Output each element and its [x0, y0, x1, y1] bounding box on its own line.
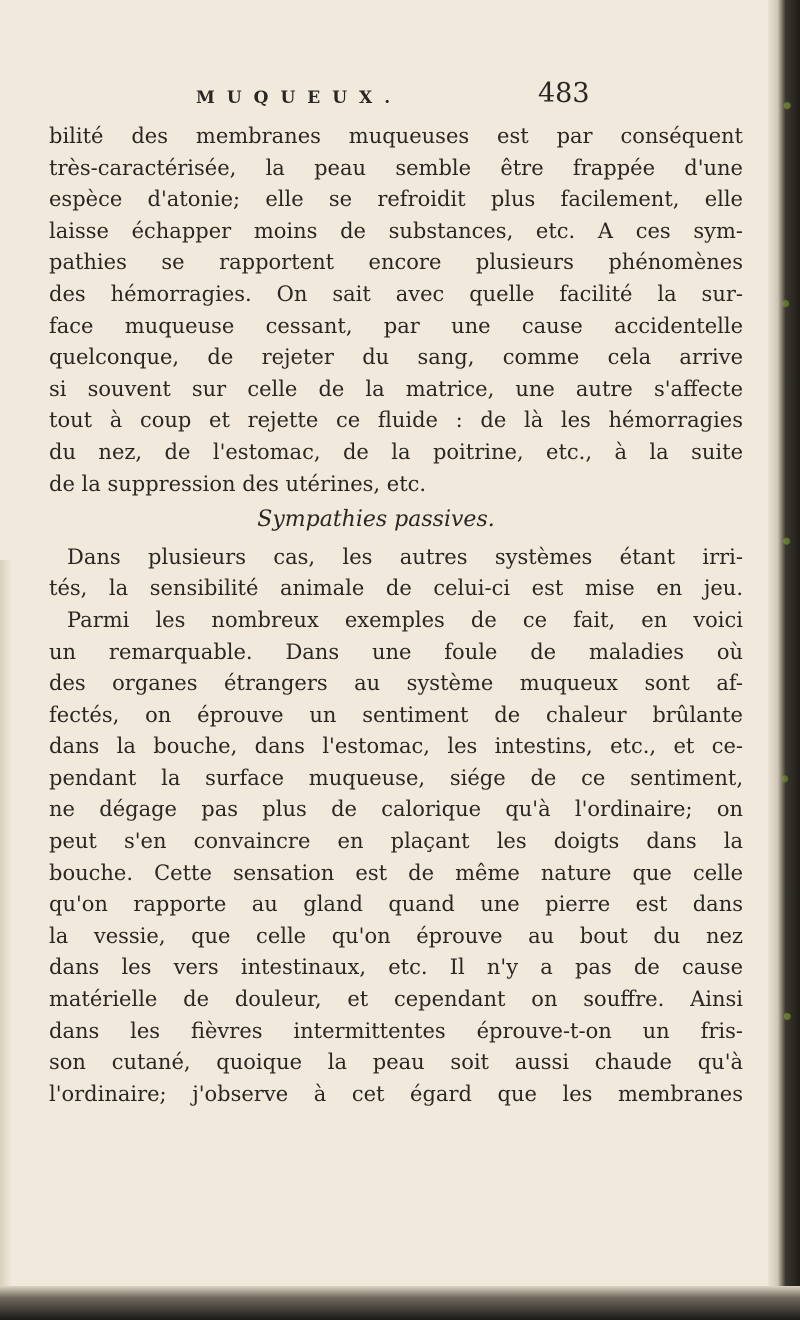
page-gutter-shadow [0, 560, 12, 1300]
text-line: qu'on rapporte au gland quand une pierre est dans [49, 892, 743, 917]
text-line: Parmi les nombreux exemples de ce fait, en voici [67, 607, 743, 632]
text-line: des organes étrangers au système muqueux sont af- [49, 671, 743, 696]
text-line: un remarquable. Dans une foule de maladies où [49, 639, 743, 664]
text-line: fectés, on éprouve un sentiment de chaleur brûlante [49, 702, 743, 727]
text-line: quelconque, de rejeter du sang, comme cela arrive [49, 345, 743, 370]
text-line: la vessie, que celle qu'on éprouve au bout du nez [49, 923, 743, 948]
section-heading: Sympathies passives. [257, 507, 495, 533]
text-line: laisse échapper moins de substances, etc. A ces sym- [49, 218, 743, 243]
body-text [49, 121, 743, 1110]
page-edge-stain [768, 0, 800, 1320]
text-line: espèce d'atonie; elle se refroidit plus facilement, elle [49, 187, 743, 212]
text-line: bouche. Cette sensation est de même nature que celle [49, 860, 743, 885]
text-line: très-caractérisée, la peau semble être frappée d'une [49, 155, 743, 180]
text-line: matérielle de douleur, et cependant on souffre. Ainsi [49, 987, 743, 1012]
text-line: de la suppression des utérines, etc. [49, 471, 427, 496]
text-line: Dans plusieurs cas, les autres systèmes étant irri- [67, 544, 743, 569]
text-line: l'ordinaire; j'observe à cet égard que les membranes [49, 1081, 743, 1106]
text-line: ne dégage pas plus de calorique qu'à l'ordinaire; on [49, 797, 743, 822]
page-edge-bottom [0, 1286, 800, 1320]
running-head: MUQUEUX. [196, 88, 403, 108]
text-line: pendant la surface muqueuse, siége de ce sentiment, [49, 765, 743, 790]
text-line: face muqueuse cessant, par une cause accidentelle [49, 313, 743, 338]
text-line: si souvent sur celle de la matrice, une autre s'affecte [49, 376, 743, 401]
text-line: dans la bouche, dans l'estomac, les intestins, etc., et ce- [49, 734, 743, 759]
text-line: du nez, de l'estomac, de la poitrine, etc., à la suite [49, 439, 743, 464]
text-line: son cutané, quoique la peau soit aussi chaude qu'à [49, 1050, 743, 1075]
text-line: des hémorragies. On sait avec quelle facilité la sur- [49, 281, 743, 306]
text-line: tout à coup et rejette ce fluide : de là les hémorragies [49, 408, 743, 433]
text-line: tés, la sensibilité animale de celui-ci est mise en jeu. [49, 576, 743, 601]
text-line: dans les fièvres intermittentes éprouve-t-on un fris- [49, 1018, 743, 1043]
page-number: 483 [538, 78, 590, 109]
text-line: dans les vers intestinaux, etc. Il n'y a pas de cause [49, 955, 743, 980]
text-line: pathies se rapportent encore plusieurs phénomènes [49, 250, 743, 275]
page-header [196, 78, 636, 122]
text-line: bilité des membranes muqueuses est par conséquent [49, 124, 743, 148]
text-line: peut s'en convaincre en plaçant les doigts dans la [49, 829, 743, 854]
